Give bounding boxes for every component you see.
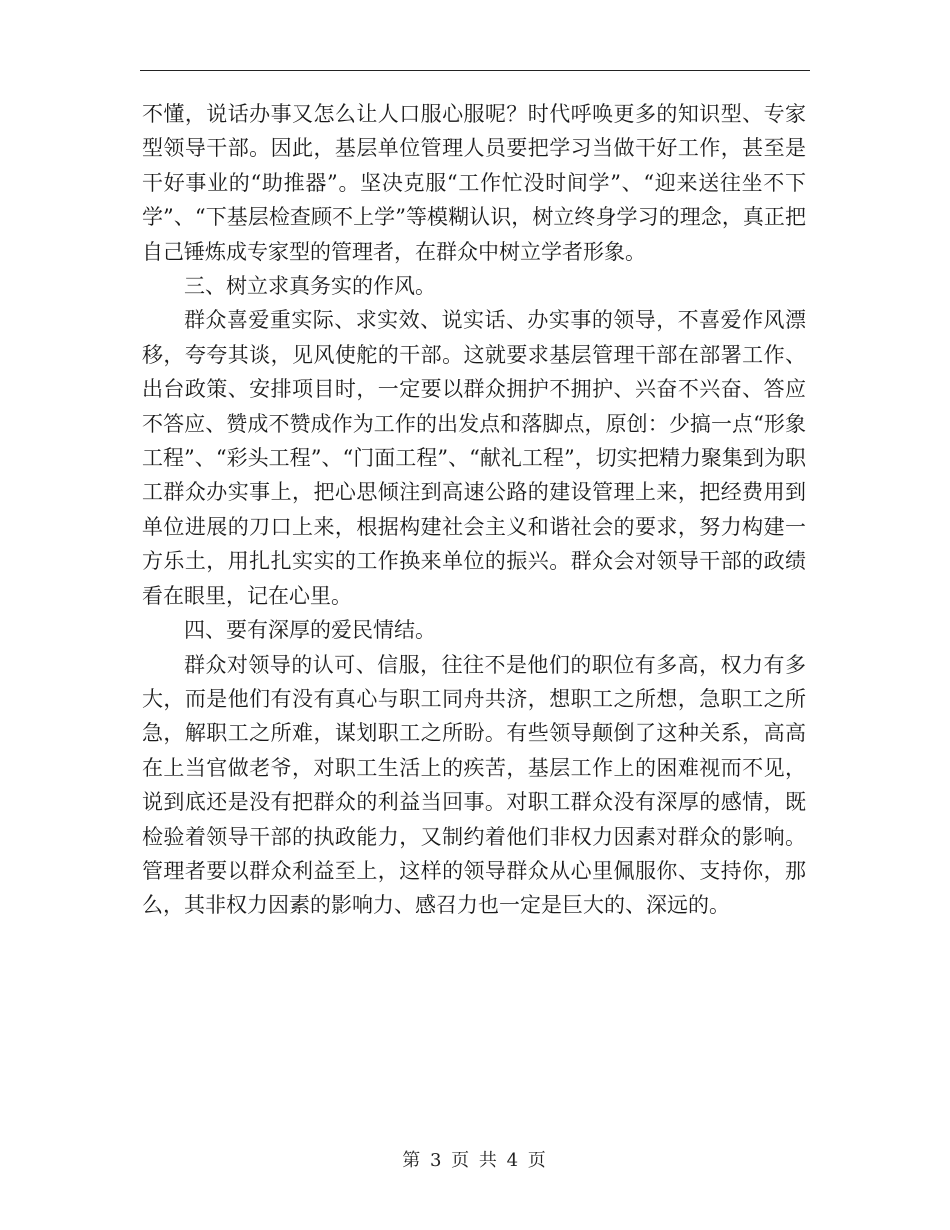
section-heading-three: 三、树立求真务实的作风。	[184, 274, 436, 299]
paragraph-practical-style: 群众喜爱重实际、求实效、说实话、办实事的领导，不喜爱作风漂移，夸夸其谈，见风使舵的干部。这就要求基层管理干部在部署工作、出台政策、安排项目时，一定要以群众拥护不拥护、兴奋不兴奋、答应不答应、赞成不赞成作为工作的出发点和落脚点，原创：少搞一点“形象工程”、“彩头工程”、“门面工程”、“献礼工程”，切实把精力聚集到为职工群众办实事上，把心思倾注到高速公路的建设管理上来，把经费用到单位进展的刀口上来，根据构建社会主义和谐社会的要求，努力构建一方乐土，用扎扎实实的工作换来单位的振兴。群众会对领导干部的政绩看在眼里，记在心里。	[142, 308, 806, 608]
document-body	[142, 97, 806, 923]
header-rule	[140, 70, 810, 71]
section-heading-four: 四、要有深厚的爱民情结。	[184, 618, 436, 643]
paragraph-care-for-people: 群众对领导的认可、信服，往往不是他们的职位有多高，权力有多大，而是他们有没有真心与职工同舟共济，想职工之所想，急职工之所急，解职工之所难，谋划职工之所盼。有些领导颠倒了这种关系，高高在上当官做老爷，对职工生活上的疾苦，基层工作上的困难视而不见，说到底还是没有把群众的利益当回事。对职工群众没有深厚的感情，既检验着领导干部的执政能力，又制约着他们非权力因素对群众的影响。管理者要以群众利益至上，这样的领导群众从心里佩服你、支持你，那么，其非权力因素的影响力、感召力也一定是巨大的、深远的。	[142, 652, 806, 918]
page-number-footer: 第 3 页 共 4 页	[402, 1150, 548, 1171]
paragraph-learning-continuation: 不懂，说话办事又怎么让人口服心服呢？时代呼唤更多的知识型、专家型领导干部。因此，基层单位管理人员要把学习当做干好工作，甚至是干好事业的“助推器”。坚决克服“工作忙没时间学”、“迎来送往坐不下学”、“下基层检查顾不上学”等模糊认识，树立终身学习的理念，真正把自己锤炼成专家型的管理者，在群众中树立学者形象。	[142, 102, 806, 264]
